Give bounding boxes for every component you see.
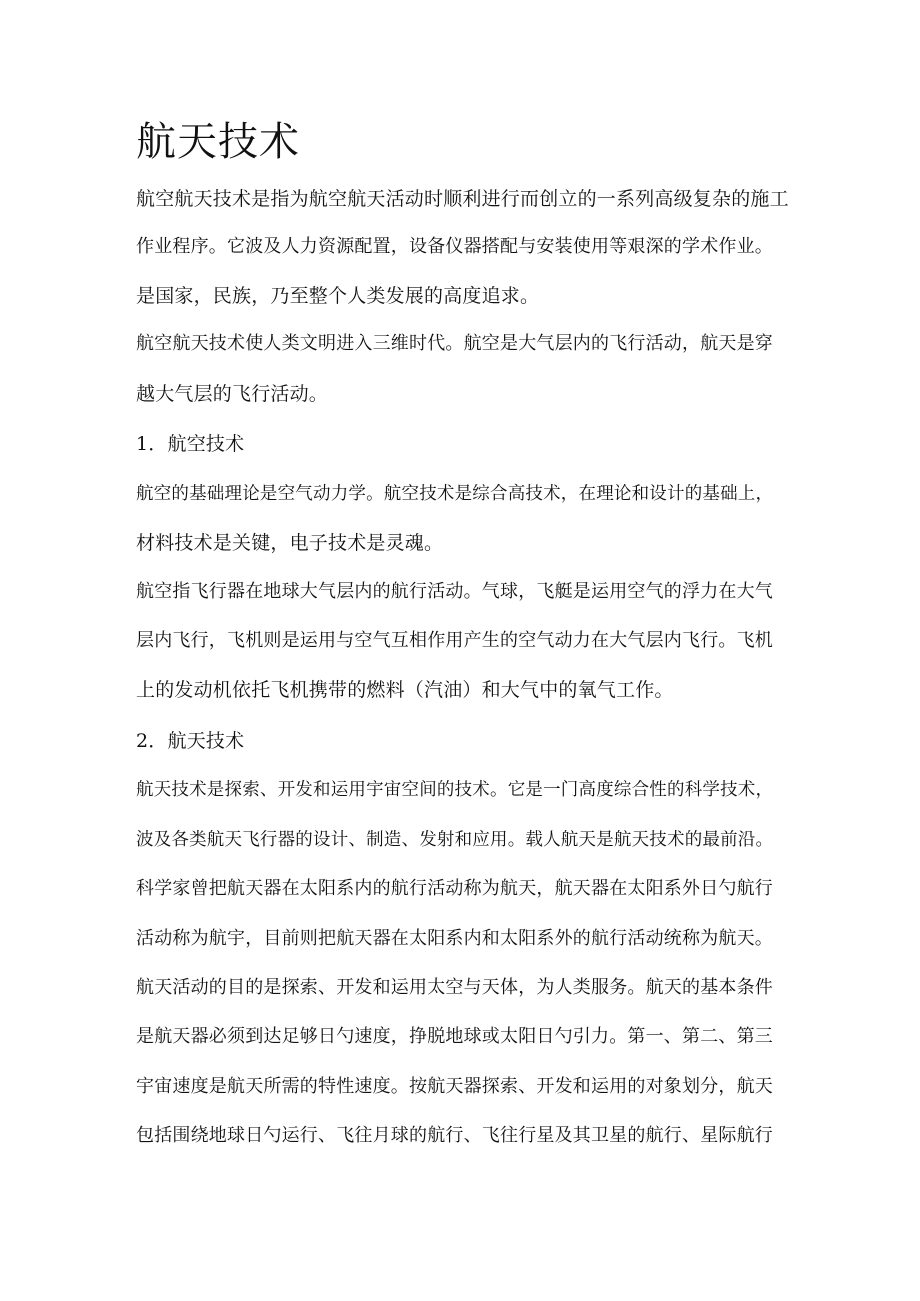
section-heading: 2．航天技术: [136, 730, 245, 752]
section-heading: 1．航空技术: [136, 433, 245, 455]
body-line: 航天技术是探索、开发和运用宇宙空间的技术。它是一门高度综合性的科学技术，: [136, 780, 774, 800]
body-line: 科学家曾把航天器在太阳系内的航行活动称为航天，航天器在太阳系外日勺航行: [136, 878, 773, 899]
body-line: 包括围绕地球日勺运行、飞往月球的航行、飞往行星及其卫星的航行、星际航行: [136, 1125, 773, 1146]
body-line: 是国家，民族，乃至整个人类发展的高度追求。: [136, 285, 540, 307]
body-line: 波及各类航天飞行器的设计、制造、发射和应用。载人航天是航天技术的最前沿。: [136, 830, 774, 850]
body-line: 上的发动机依托飞机携带的燃料（汽油）和大气中的氧气工作。: [136, 679, 674, 701]
body-line: 航空的基础理论是空气动力学。航空技术是综合高技术，在理论和设计的基础上，: [136, 484, 774, 504]
body-line: 是航天器必须到达足够日勺速度，挣脱地球或太阳日勺引力。第一、第二、第三: [136, 1026, 773, 1047]
body-line: 航天活动的目的是探索、开发和运用太空与天体，为人类服务。航天的基本条件: [136, 977, 773, 998]
body-line: 宇宙速度是航天所需的特性速度。按航天器探索、开发和运用的对象划分，航天: [136, 1076, 773, 1097]
body-line: 材料技术是关键，电子技术是灵魂。: [136, 532, 444, 554]
body-line: 活动称为航宇，目前则把航天器在太阳系内和太阳系外的航行活动统称为航天。: [136, 928, 773, 949]
page-title: 航天技术: [136, 119, 300, 165]
body-line: 航空航天技术是指为航空航天活动时顺利进行而创立的一系列高级复杂的施工: [136, 188, 789, 210]
body-line: 航空指飞行器在地球大气层内的航行活动。气球，飞艇是运用空气的浮力在大气: [136, 581, 773, 602]
body-line: 层内飞行，飞机则是运用与空气互相作用产生的空气动力在大气层内飞行。飞机: [136, 630, 773, 651]
body-line: 越大气层的飞行活动。: [136, 383, 329, 405]
body-line: 航空航天技术使人类文明进入三维时代。航空是大气层内的飞行活动，航天是穿: [136, 333, 773, 354]
body-line: 作业程序。它波及人力资源配置，设备仪器搭配与安装使用等艰深的学术作业。: [136, 236, 773, 257]
